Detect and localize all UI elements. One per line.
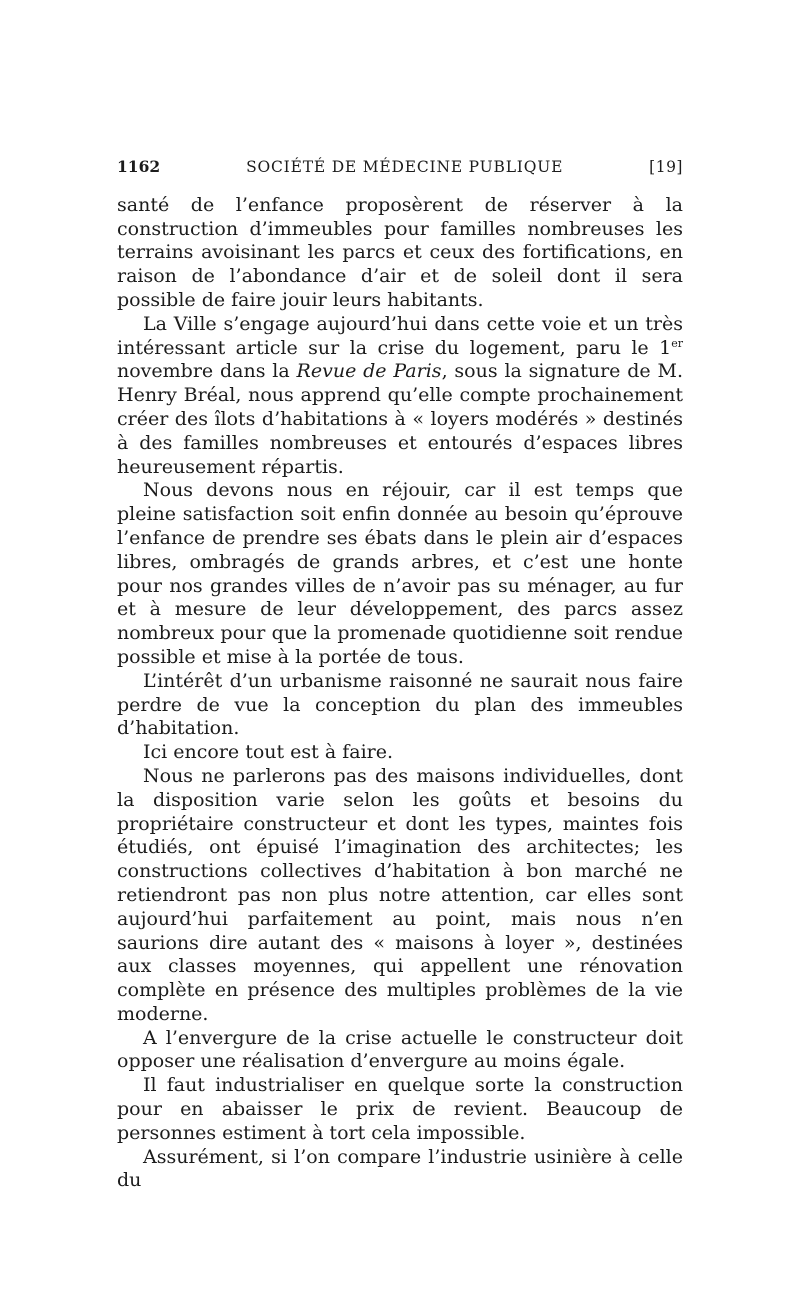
- paragraph-4: L’intérêt d’un urbanisme raisonné ne saurait nous faire perdre de vue la conception du plan des immeubles d’habitation.: [117, 669, 683, 740]
- paragraph-5: Ici encore tout est à faire.: [143, 741, 394, 764]
- paragraph-9: Assurément, si l’on compare l’industrie usinière à celle du: [117, 1145, 683, 1192]
- ordinal-superscript: er: [671, 336, 683, 350]
- paragraph-2-text-c: , sous la signature de M. Henry Bréal, nous apprend qu’elle compte prochainement créer des îlots d’habitations à « loyers modérés » destinés à des familles nombreuses et entourés d’espaces libres heureusement répartis.: [117, 360, 683, 478]
- running-title: SOCIÉTÉ DE MÉDECINE PUBLIQUE: [246, 158, 564, 176]
- paragraph-8: Il faut industrialiser en quelque sorte la construction pour en abaisser le prix de revient. Beaucoup de personnes estiment à tort cela impossible.: [117, 1074, 683, 1144]
- paragraph-2-text-b: novembre dans la: [117, 360, 297, 383]
- paragraph-1: santé de l’enfance proposèrent de réserver à la construction d’immeubles pour familles nombreuses les terrains avoisinant les parcs et ceux des fortifications, en raison de l’abondance d’air et de soleil dont il sera possible de faire jouir leurs habitants.: [117, 193, 683, 311]
- paragraph-3: Nous devons nous en réjouir, car il est temps que pleine satisfaction soit enfin donnée au besoin qu’éprouve l’enfance de prendre ses ébats dans le plein air d’espaces libres, ombragés de grands arbres, et c’est une honte pour nos grandes villes de n’avoir pas su ménager, au fur et à mesure de leur développement, des parcs assez nombreux pour que la promenade quotidienne soit rendue possible et mise à la portée de tous.: [117, 479, 683, 668]
- paragraph-6: Nous ne parlerons pas des maisons individuelles, dont la disposition varie selon les goûts et besoins du propriétaire constructeur et dont les types, maintes fois étudiés, ont épuisé l’imagination des architectes; les constructions collectives d’habitation à bon marché ne retiendront pas non plus notre attention, car elles sont aujourd’hui parfaitement au point, mais nous n’en saurions dire autant des « maisons à loyer », destinées aux classes moyennes, qui appellent une rénovation complète en présence des multiples problèmes de la vie moderne.: [117, 764, 683, 1025]
- running-head: [117, 155, 683, 180]
- paragraph-2: [117, 313, 683, 480]
- paragraph-7: A l’envergure de la crise actuelle le constructeur doit opposer une réalisation d’envergure au moins égale.: [117, 1026, 683, 1073]
- book-page: [117, 155, 683, 1193]
- paragraph-2-text-a: La Ville s’engage aujourd’hui dans cette voie et un très intéressant article sur la crise du logement, paru le 1: [117, 312, 683, 359]
- page-number: 1162: [117, 157, 161, 176]
- journal-title: Revue de Paris: [296, 360, 442, 383]
- bracket-reference: [19]: [649, 158, 683, 176]
